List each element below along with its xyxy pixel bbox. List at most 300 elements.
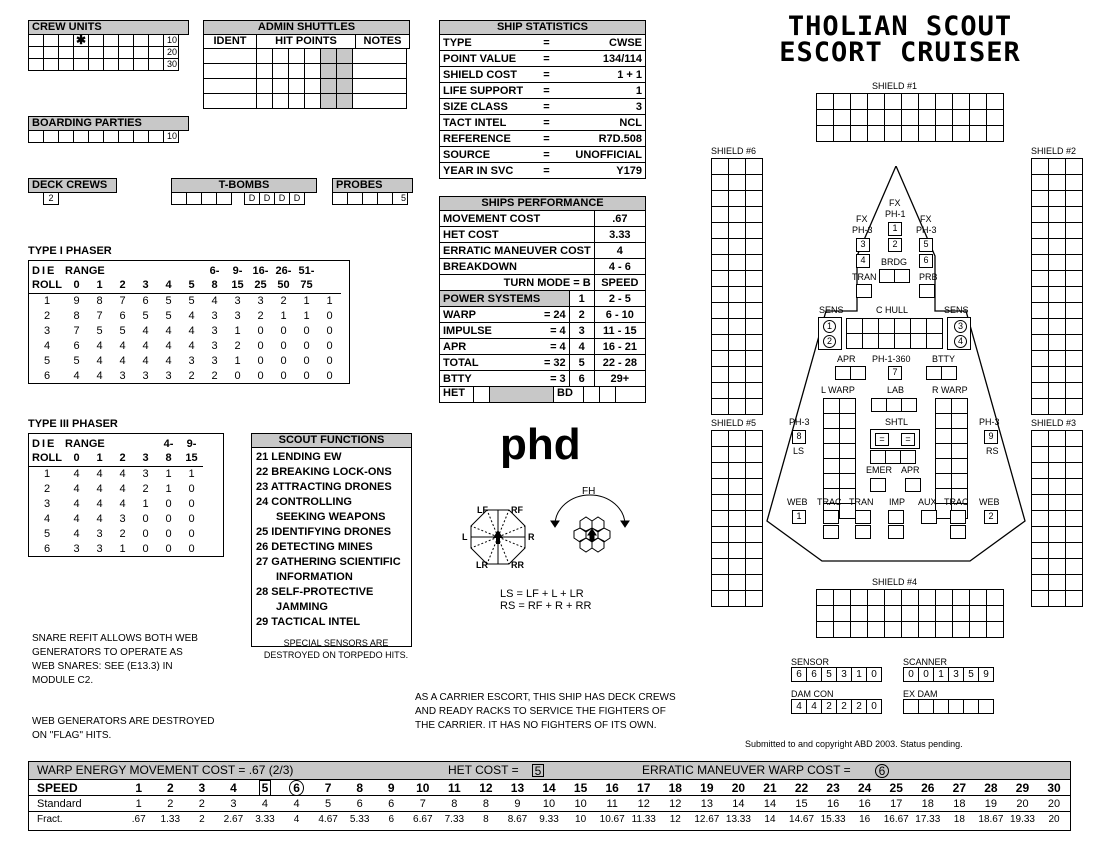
ph3-box-6[interactable]: 6: [919, 254, 933, 268]
track-box[interactable]: [933, 699, 949, 714]
bp-box[interactable]: [133, 130, 149, 143]
trac-box[interactable]: [950, 510, 966, 524]
shuttle-hp-box[interactable]: [272, 48, 289, 64]
track-box[interactable]: 5: [963, 667, 979, 682]
shield-box[interactable]: [745, 478, 763, 495]
shield-box[interactable]: [1031, 238, 1049, 255]
shield-box[interactable]: [986, 93, 1004, 110]
shield-box[interactable]: [1031, 542, 1049, 559]
crew-box[interactable]: [118, 58, 134, 71]
bp-box[interactable]: [73, 130, 89, 143]
probe-box[interactable]: [362, 192, 378, 205]
shield-box[interactable]: [1031, 190, 1049, 207]
shield-box[interactable]: [986, 589, 1004, 606]
shield-box[interactable]: [1065, 382, 1083, 399]
shield-box[interactable]: [728, 238, 746, 255]
shield-box[interactable]: [1048, 398, 1066, 415]
shield-box[interactable]: [745, 366, 763, 383]
het-box[interactable]: [474, 387, 490, 402]
emer-box[interactable]: [870, 478, 886, 492]
crew-box[interactable]: ✱: [73, 34, 89, 47]
warp-box[interactable]: [935, 443, 952, 459]
shield-box[interactable]: [1065, 494, 1083, 511]
shield-box[interactable]: [1031, 270, 1049, 287]
web-box-1[interactable]: 1: [792, 510, 806, 524]
shuttle-hp-box[interactable]: [288, 78, 305, 94]
shuttle-notes[interactable]: [352, 78, 407, 94]
ph3-box-4[interactable]: 4: [856, 254, 870, 268]
shield-box[interactable]: [745, 270, 763, 287]
shield-box[interactable]: [745, 174, 763, 191]
bridge-box[interactable]: [879, 269, 895, 283]
shield-box[interactable]: [850, 125, 868, 142]
shield-box[interactable]: [728, 510, 746, 527]
lab-box[interactable]: [886, 398, 902, 412]
probe-box[interactable]: [377, 192, 393, 205]
shuttle-hp-box[interactable]: [304, 93, 321, 109]
sensor-circle[interactable]: 4: [954, 335, 967, 348]
ph3-box-5[interactable]: 5: [919, 238, 933, 252]
shield-box[interactable]: [1048, 478, 1066, 495]
shield-box[interactable]: [1048, 494, 1066, 511]
imp-box[interactable]: [888, 510, 904, 524]
shield-box[interactable]: [867, 125, 885, 142]
shield-box[interactable]: [728, 206, 746, 223]
shuttle-notes[interactable]: [352, 93, 407, 109]
shield-box[interactable]: [711, 174, 729, 191]
bp-box[interactable]: [28, 130, 44, 143]
shuttle-hp-box[interactable]: [256, 63, 273, 79]
boarding-parties-boxes[interactable]: [28, 130, 189, 143]
shield-box[interactable]: [728, 462, 746, 479]
shield-box[interactable]: [1031, 430, 1049, 447]
probe-box[interactable]: [919, 284, 935, 298]
track-box[interactable]: 6: [806, 667, 822, 682]
probes-boxes[interactable]: [332, 192, 413, 205]
shield-box[interactable]: [867, 589, 885, 606]
tbomb-box[interactable]: [216, 192, 232, 205]
shield-box[interactable]: [952, 621, 970, 638]
shield-box[interactable]: [867, 605, 885, 622]
warp-box[interactable]: [951, 428, 968, 444]
tbomb-dummy-box[interactable]: D: [259, 192, 275, 205]
shield-box[interactable]: [711, 222, 729, 239]
shield-box[interactable]: [728, 190, 746, 207]
chull-box[interactable]: [862, 333, 879, 349]
shield-box[interactable]: [1065, 526, 1083, 543]
shuttle-hp-box[interactable]: [320, 48, 337, 64]
shield-box[interactable]: [745, 446, 763, 463]
shield4-boxes[interactable]: [816, 589, 1003, 637]
shield-box[interactable]: [745, 254, 763, 271]
shield-box[interactable]: [952, 109, 970, 126]
shield-box[interactable]: [1048, 366, 1066, 383]
shield-box[interactable]: [711, 238, 729, 255]
shield-box[interactable]: [711, 318, 729, 335]
shield-box[interactable]: [1048, 350, 1066, 367]
shield-box[interactable]: [1031, 558, 1049, 575]
shield-box[interactable]: [833, 589, 851, 606]
aux-box[interactable]: [921, 510, 937, 524]
shield-box[interactable]: [711, 270, 729, 287]
warp-box[interactable]: [839, 413, 856, 429]
shield-box[interactable]: [728, 558, 746, 575]
warp-box[interactable]: [839, 428, 856, 444]
track-box[interactable]: 3: [836, 667, 852, 682]
shield-box[interactable]: [745, 302, 763, 319]
shield5-boxes[interactable]: [711, 430, 762, 606]
shield-box[interactable]: [850, 109, 868, 126]
shield-box[interactable]: [728, 334, 746, 351]
shield-box[interactable]: [1065, 398, 1083, 415]
shield-box[interactable]: [711, 158, 729, 175]
warp-box[interactable]: [839, 473, 856, 489]
shield-box[interactable]: [884, 605, 902, 622]
bd-box[interactable]: [600, 387, 616, 402]
shield-box[interactable]: [728, 494, 746, 511]
shield-box[interactable]: [711, 462, 729, 479]
shield-box[interactable]: [745, 542, 763, 559]
bp-box[interactable]: [43, 130, 59, 143]
shield-box[interactable]: [1065, 270, 1083, 287]
shuttle-hp-box[interactable]: [288, 63, 305, 79]
shield-box[interactable]: [986, 605, 1004, 622]
shield-box[interactable]: [935, 125, 953, 142]
shield-box[interactable]: [1048, 574, 1066, 591]
warp-box[interactable]: [823, 398, 840, 414]
shield-box[interactable]: [884, 125, 902, 142]
shield-box[interactable]: [1031, 286, 1049, 303]
shield-box[interactable]: [1031, 590, 1049, 607]
shield-box[interactable]: [1031, 398, 1049, 415]
shield-box[interactable]: [1048, 302, 1066, 319]
shield-box[interactable]: [918, 125, 936, 142]
shield-box[interactable]: [1031, 158, 1049, 175]
shield-box[interactable]: [728, 158, 746, 175]
shield-box[interactable]: [901, 93, 919, 110]
btty-box[interactable]: [941, 366, 957, 380]
warp-box[interactable]: [839, 458, 856, 474]
ph1-box-1[interactable]: 1: [888, 222, 902, 236]
shield-box[interactable]: [884, 589, 902, 606]
shield3-boxes[interactable]: [1031, 430, 1082, 606]
shield-box[interactable]: [711, 510, 729, 527]
shield-box[interactable]: [1031, 366, 1049, 383]
shield-box[interactable]: [1031, 318, 1049, 335]
shield-box[interactable]: [986, 125, 1004, 142]
chull-box[interactable]: [894, 333, 911, 349]
shuttle-notes[interactable]: [352, 63, 407, 79]
shield-box[interactable]: [969, 605, 987, 622]
probe-box[interactable]: [332, 192, 348, 205]
crew-box[interactable]: [88, 58, 104, 71]
shield-box[interactable]: [1048, 270, 1066, 287]
shield-box[interactable]: [1065, 174, 1083, 191]
shield-box[interactable]: [1031, 254, 1049, 271]
shield-box[interactable]: [711, 446, 729, 463]
shield-box[interactable]: [1031, 334, 1049, 351]
shield-box[interactable]: [986, 109, 1004, 126]
shuttle-row[interactable]: [203, 78, 410, 94]
bp-box[interactable]: [103, 130, 119, 143]
shield-box[interactable]: [816, 605, 834, 622]
chull-box[interactable]: [910, 318, 927, 334]
shuttle-hp-box[interactable]: [304, 48, 321, 64]
shield-box[interactable]: [1048, 334, 1066, 351]
shuttle-hp-box[interactable]: [336, 78, 353, 94]
shuttle-ident[interactable]: [203, 93, 257, 109]
shield-box[interactable]: [1048, 590, 1066, 607]
shield-box[interactable]: [745, 238, 763, 255]
bp-box[interactable]: [118, 130, 134, 143]
sensor-circle[interactable]: 1: [823, 320, 836, 333]
track-box[interactable]: [903, 699, 919, 714]
shield-box[interactable]: [969, 109, 987, 126]
shield-box[interactable]: [833, 605, 851, 622]
warp-box[interactable]: [935, 458, 952, 474]
shield-box[interactable]: [745, 590, 763, 607]
shield-box[interactable]: [986, 621, 1004, 638]
trac-box[interactable]: [950, 525, 966, 539]
shield-box[interactable]: [728, 478, 746, 495]
shield-box[interactable]: [1031, 382, 1049, 399]
warp-box[interactable]: [823, 413, 840, 429]
warp-box[interactable]: [823, 458, 840, 474]
shield-box[interactable]: [745, 526, 763, 543]
warp-box[interactable]: [823, 443, 840, 459]
crew-row[interactable]: [28, 58, 189, 71]
bd-box[interactable]: [584, 387, 600, 402]
shield-box[interactable]: [1048, 430, 1066, 447]
shield-box[interactable]: [1048, 558, 1066, 575]
damcon-boxes[interactable]: [791, 699, 881, 712]
shield-box[interactable]: [1031, 222, 1049, 239]
apr2-box[interactable]: [905, 478, 921, 492]
track-box[interactable]: 0: [866, 699, 882, 714]
shield-box[interactable]: [901, 125, 919, 142]
shield-box[interactable]: [952, 605, 970, 622]
warp-box[interactable]: [951, 443, 968, 459]
warp-box[interactable]: [823, 428, 840, 444]
shuttle-rows[interactable]: [203, 48, 410, 109]
shield-box[interactable]: [1065, 350, 1083, 367]
chull-box[interactable]: [846, 333, 863, 349]
shield-box[interactable]: [745, 574, 763, 591]
track-box[interactable]: 1: [851, 667, 867, 682]
shield-box[interactable]: [1031, 174, 1049, 191]
track-box[interactable]: 9: [978, 667, 994, 682]
warp-box[interactable]: [935, 428, 952, 444]
track-box[interactable]: 2: [836, 699, 852, 714]
shield-box[interactable]: [1065, 222, 1083, 239]
track-box[interactable]: 5: [821, 667, 837, 682]
shuttle-ident[interactable]: [203, 48, 257, 64]
shield-box[interactable]: [1065, 590, 1083, 607]
tran2-box[interactable]: [855, 510, 871, 524]
shuttle-hp-box[interactable]: [304, 78, 321, 94]
shield-box[interactable]: [728, 542, 746, 559]
shuttle-row[interactable]: [203, 48, 410, 64]
track-box[interactable]: [948, 699, 964, 714]
shield-box[interactable]: [745, 318, 763, 335]
shield-box[interactable]: [1048, 158, 1066, 175]
shield-box[interactable]: [1031, 526, 1049, 543]
shield-box[interactable]: [833, 621, 851, 638]
shield-box[interactable]: [901, 589, 919, 606]
shield-box[interactable]: [969, 621, 987, 638]
warp-box[interactable]: [951, 458, 968, 474]
track-box[interactable]: 0: [918, 667, 934, 682]
shield-box[interactable]: [745, 350, 763, 367]
shield-box[interactable]: [901, 605, 919, 622]
shield-box[interactable]: [1048, 510, 1066, 527]
shield-box[interactable]: [728, 350, 746, 367]
shield-box[interactable]: [745, 158, 763, 175]
shield6-boxes[interactable]: [711, 158, 762, 414]
bp-box[interactable]: [58, 130, 74, 143]
shuttle-hp-box[interactable]: [272, 78, 289, 94]
track-box[interactable]: 0: [866, 667, 882, 682]
shield-box[interactable]: [1065, 158, 1083, 175]
crew-box[interactable]: [148, 58, 164, 71]
shield-box[interactable]: [1048, 174, 1066, 191]
shield-box[interactable]: [711, 190, 729, 207]
track-box[interactable]: 0: [903, 667, 919, 682]
shuttle-ident[interactable]: [203, 63, 257, 79]
shield-box[interactable]: [745, 382, 763, 399]
tbomb-box[interactable]: [171, 192, 187, 205]
tbomb-dummy-box[interactable]: D: [274, 192, 290, 205]
shield-box[interactable]: [816, 125, 834, 142]
shield-box[interactable]: [1048, 206, 1066, 223]
shield-box[interactable]: [728, 302, 746, 319]
crew-box[interactable]: [58, 58, 74, 71]
shield-box[interactable]: [850, 605, 868, 622]
shield-box[interactable]: [935, 109, 953, 126]
shield-box[interactable]: [1048, 222, 1066, 239]
shield-box[interactable]: [745, 558, 763, 575]
shuttle-hp-box[interactable]: [320, 63, 337, 79]
shield-box[interactable]: [711, 302, 729, 319]
shuttle-hp-box[interactable]: [272, 63, 289, 79]
shield-box[interactable]: [935, 605, 953, 622]
shield-box[interactable]: [711, 478, 729, 495]
track-box[interactable]: [978, 699, 994, 714]
shield-box[interactable]: [1048, 254, 1066, 271]
shuttle-hp-box[interactable]: [304, 63, 321, 79]
shield-box[interactable]: [1031, 462, 1049, 479]
bp-box[interactable]: [88, 130, 104, 143]
web-box-2[interactable]: 2: [984, 510, 998, 524]
shtl-extra[interactable]: [870, 450, 886, 464]
shield-box[interactable]: [728, 526, 746, 543]
shield-box[interactable]: [884, 93, 902, 110]
crew-box[interactable]: [28, 58, 44, 71]
track-box[interactable]: [963, 699, 979, 714]
trac-box[interactable]: [823, 525, 839, 539]
tran-box[interactable]: [856, 284, 872, 298]
shield-box[interactable]: [850, 589, 868, 606]
shuttle-box[interactable]: =: [875, 433, 889, 446]
shield-box[interactable]: [1031, 478, 1049, 495]
tbomb-box[interactable]: [186, 192, 202, 205]
shield-box[interactable]: [728, 318, 746, 335]
shield-box[interactable]: [850, 93, 868, 110]
track-box[interactable]: [918, 699, 934, 714]
track-box[interactable]: 3: [948, 667, 964, 682]
shield-box[interactable]: [816, 93, 834, 110]
shield-box[interactable]: [867, 621, 885, 638]
shield-box[interactable]: [952, 125, 970, 142]
shield-box[interactable]: [833, 93, 851, 110]
trac-box[interactable]: [823, 510, 839, 524]
ph1-box-2[interactable]: 2: [888, 238, 902, 252]
shield-box[interactable]: [918, 93, 936, 110]
chull-box[interactable]: [926, 318, 943, 334]
shield-box[interactable]: [1065, 478, 1083, 495]
shield-box[interactable]: [1065, 286, 1083, 303]
shield-box[interactable]: [711, 382, 729, 399]
shield-box[interactable]: [728, 382, 746, 399]
shield-box[interactable]: [952, 93, 970, 110]
shield-box[interactable]: [711, 494, 729, 511]
shield-box[interactable]: [1031, 510, 1049, 527]
chull-boxes[interactable]: [846, 318, 942, 348]
shield-box[interactable]: [918, 621, 936, 638]
apr-box[interactable]: [835, 366, 851, 380]
shield-box[interactable]: [728, 430, 746, 447]
shuttle-hp-box[interactable]: [256, 93, 273, 109]
shield-box[interactable]: [745, 510, 763, 527]
shield-box[interactable]: [1048, 462, 1066, 479]
shuttle-hp-box[interactable]: [336, 48, 353, 64]
shield-box[interactable]: [1065, 254, 1083, 271]
shield-box[interactable]: [745, 286, 763, 303]
shuttle-hp-box[interactable]: [288, 93, 305, 109]
shield-box[interactable]: [1065, 558, 1083, 575]
ph3-box-9[interactable]: 9: [984, 430, 998, 444]
tran2-box[interactable]: [855, 525, 871, 539]
shield-box[interactable]: [969, 589, 987, 606]
shield-box[interactable]: [1065, 190, 1083, 207]
track-box[interactable]: 6: [791, 667, 807, 682]
crew-box[interactable]: [43, 58, 59, 71]
chull-box[interactable]: [894, 318, 911, 334]
shield-box[interactable]: [1065, 302, 1083, 319]
shield-box[interactable]: [711, 398, 729, 415]
shield-box[interactable]: [1031, 574, 1049, 591]
shield-box[interactable]: [728, 446, 746, 463]
shield-box[interactable]: [1031, 494, 1049, 511]
shuttle-hp-box[interactable]: [320, 93, 337, 109]
shield-box[interactable]: [816, 109, 834, 126]
ph1-360-box[interactable]: 7: [888, 366, 902, 380]
shield-box[interactable]: [1031, 206, 1049, 223]
shield-box[interactable]: [1048, 318, 1066, 335]
shuttle-row[interactable]: [203, 63, 410, 79]
shield-box[interactable]: [728, 270, 746, 287]
shuttle-row[interactable]: [203, 93, 410, 109]
shield-box[interactable]: [728, 254, 746, 271]
shield-box[interactable]: [1031, 302, 1049, 319]
shield-box[interactable]: [728, 398, 746, 415]
btty-box[interactable]: [926, 366, 942, 380]
shield-box[interactable]: [1065, 366, 1083, 383]
shield-box[interactable]: [711, 526, 729, 543]
lab-box[interactable]: [901, 398, 917, 412]
shield-box[interactable]: [728, 222, 746, 239]
exdam-boxes[interactable]: [903, 699, 993, 712]
